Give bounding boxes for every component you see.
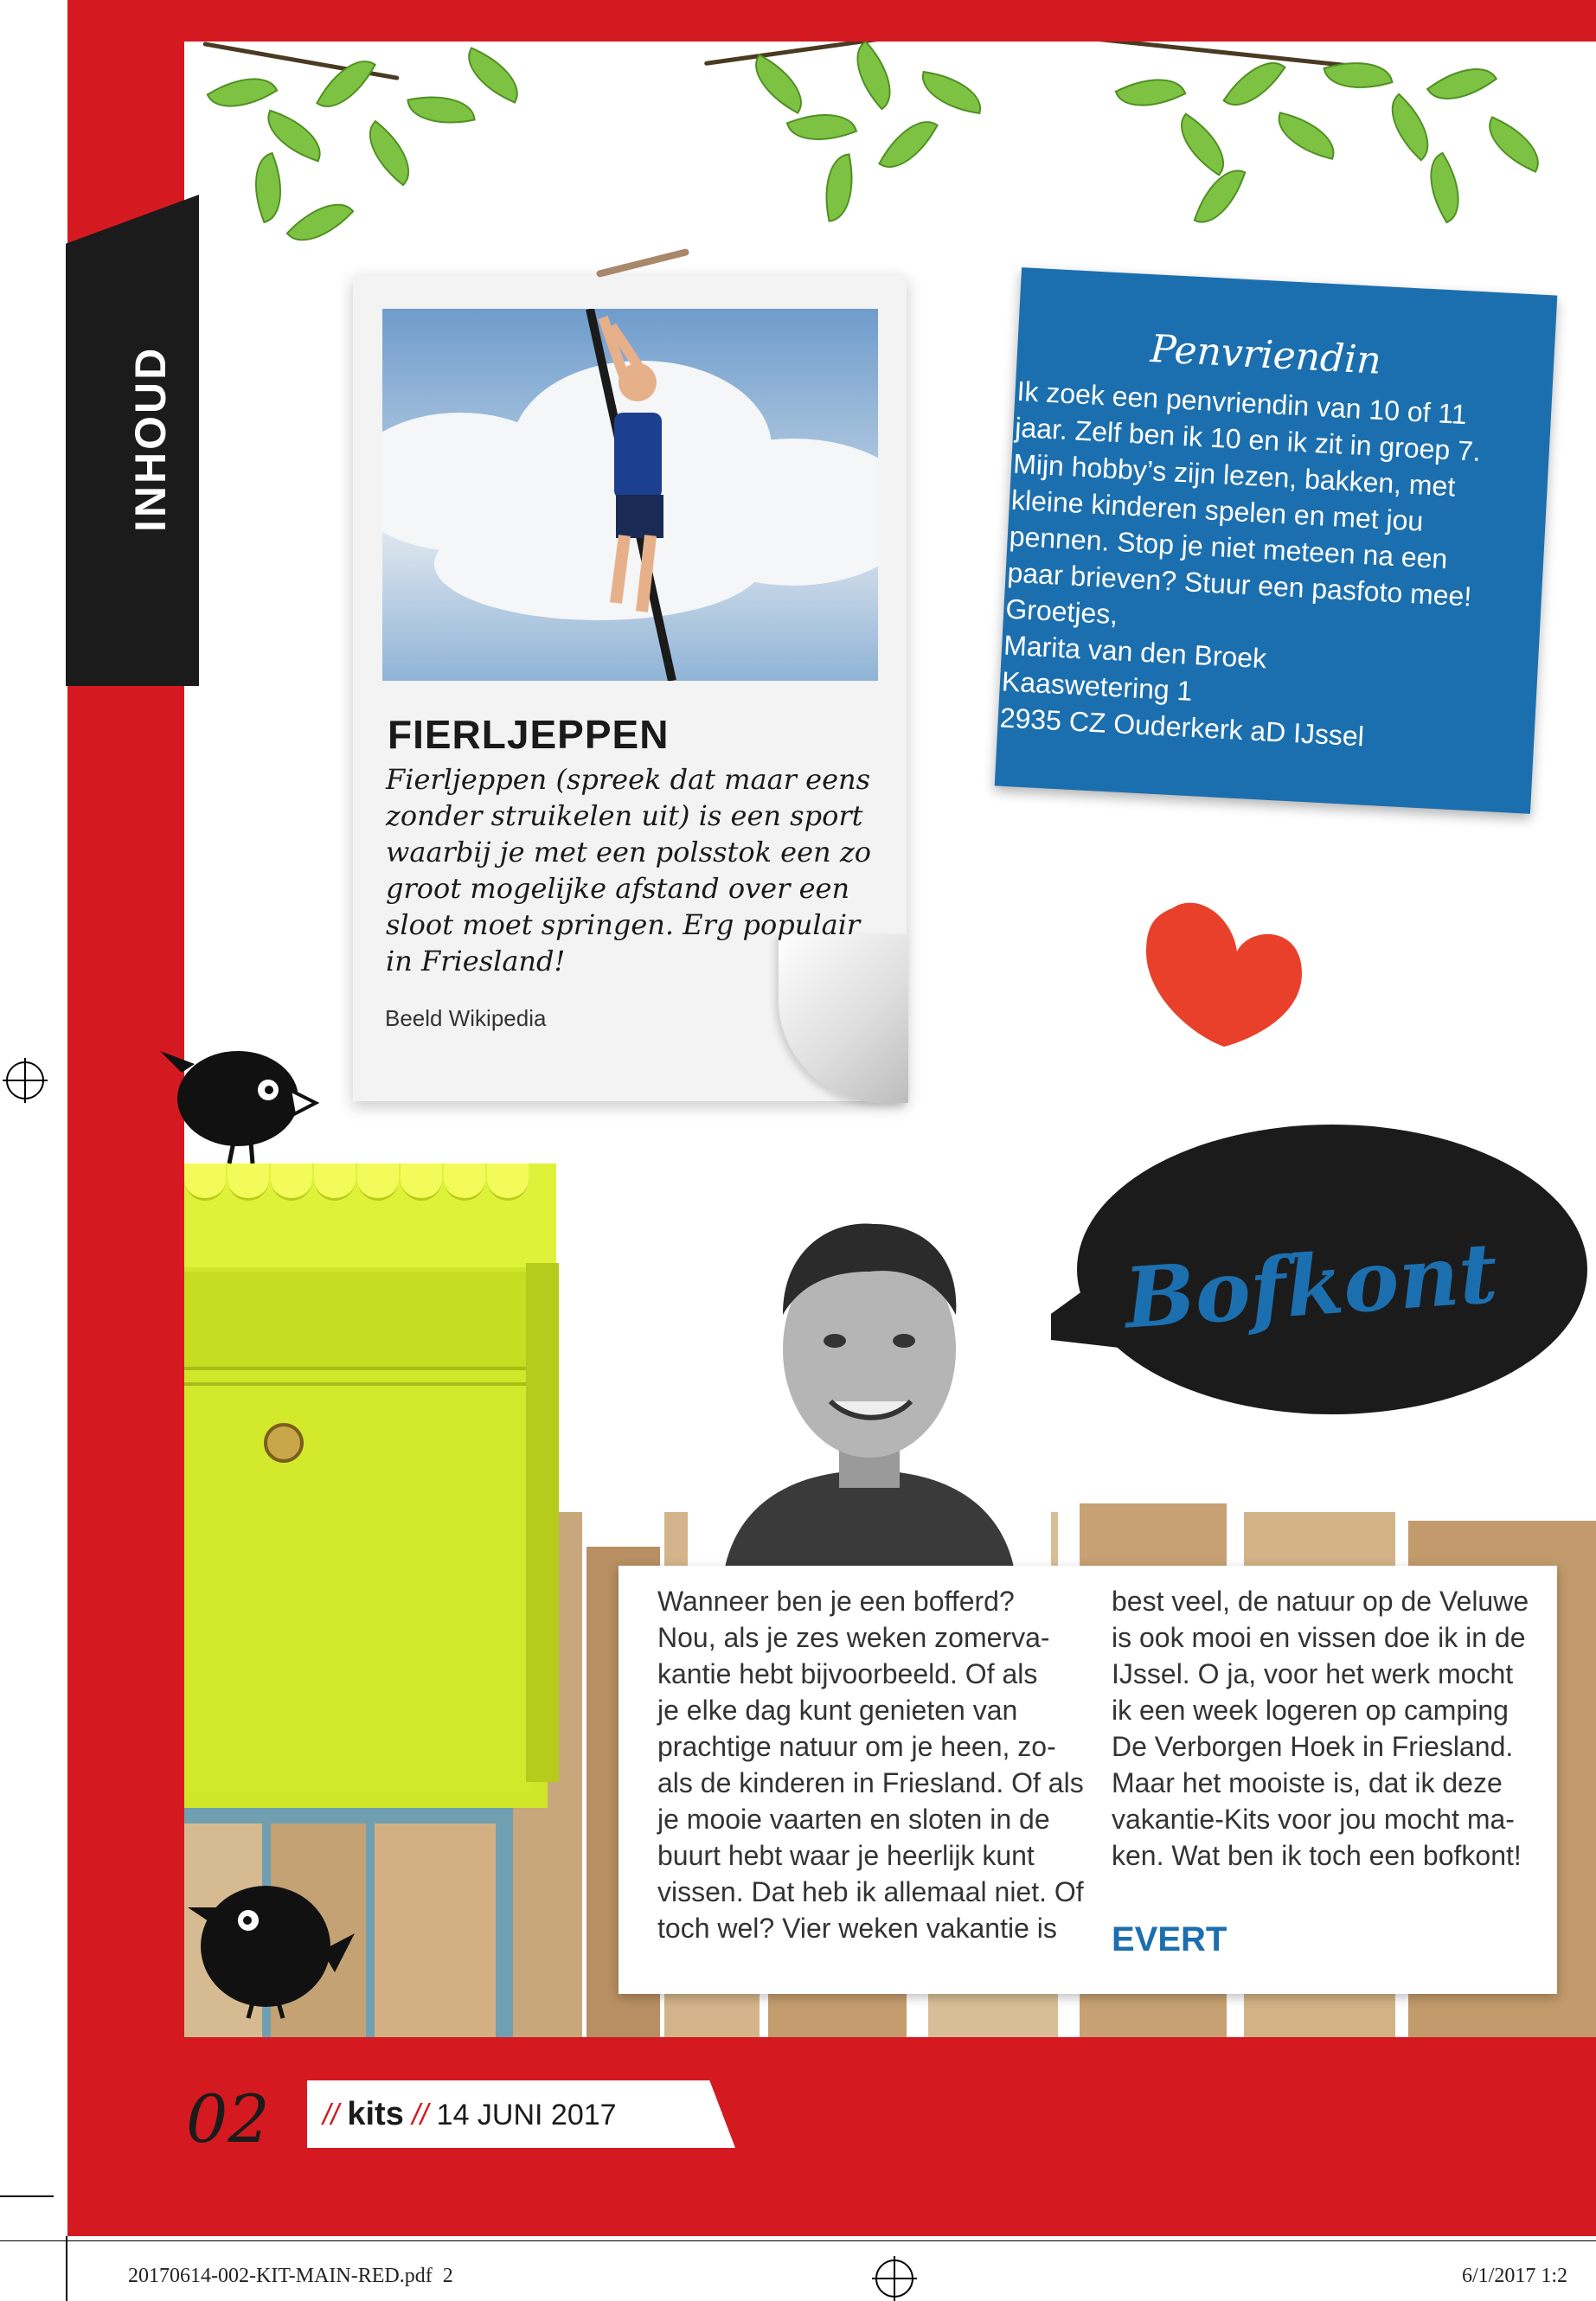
pole-vaulter-figure bbox=[382, 309, 878, 681]
footer-slash: // bbox=[323, 2099, 339, 2131]
page-number: 02 bbox=[186, 2080, 270, 2157]
leaf bbox=[1167, 112, 1238, 176]
scallop bbox=[271, 1163, 312, 1201]
leaf bbox=[1375, 93, 1444, 161]
mailbox-scallop-edge bbox=[184, 1163, 556, 1207]
branch bbox=[704, 42, 927, 66]
print-page-number: 2 bbox=[442, 2265, 453, 2287]
fierljeppen-text: Fierljeppen (spreek dat maar eens zonder struikelen uit) is een sport waarbij je met een polsstok een zo groot mogelijke afstand over een sloot moet springen. Erg populair in Friesland! bbox=[386, 763, 871, 977]
footer-text bbox=[323, 2096, 617, 2133]
bofkont-article bbox=[619, 1566, 1557, 1994]
section-tab-label: INHOUD bbox=[126, 345, 175, 532]
print-rule bbox=[0, 2240, 1596, 2241]
registration-mark-icon bbox=[875, 2259, 913, 2298]
scallop bbox=[487, 1163, 529, 1201]
leaf bbox=[917, 71, 985, 114]
leaf bbox=[1114, 64, 1186, 121]
footer-brand: kits bbox=[347, 2096, 404, 2132]
penvriendin-content bbox=[999, 320, 1513, 761]
branch bbox=[1093, 42, 1352, 68]
scallop bbox=[228, 1163, 269, 1201]
scallop bbox=[314, 1163, 356, 1201]
leaf bbox=[407, 88, 475, 131]
print-filename bbox=[128, 2265, 453, 2288]
leaf bbox=[841, 42, 907, 111]
wood-plank bbox=[375, 1823, 496, 2037]
mailbox-slot bbox=[184, 1272, 530, 1370]
crop-mark bbox=[0, 2195, 54, 2197]
print-filename-text: 20170614-002-KIT-MAIN-RED.pdf bbox=[128, 2265, 433, 2287]
leaf bbox=[285, 188, 354, 256]
article-column-right: best veel, de natuur op de Veluwe is ook mooi en vissen doe ik in de IJssel. O ja, voor het werk mocht ik een week logeren op camping De Verborgen Hoek in Friesland. Maar het mooiste is, dat ik deze vakantie-Kits voor jou mocht ma- ken. Wat ben ik toch een bofkont! bbox=[1112, 1586, 1529, 1871]
scallop bbox=[357, 1163, 399, 1201]
print-datetime: 6/1/2017 1:2 bbox=[1462, 2265, 1568, 2287]
leaf bbox=[241, 152, 294, 224]
leaf bbox=[1477, 116, 1549, 173]
heart-icon bbox=[1138, 891, 1311, 1051]
scallop bbox=[444, 1163, 485, 1201]
leaf bbox=[878, 108, 939, 180]
article-column-left: Wanneer ben je een bofferd? Nou, als je zes weken zomerva- kantie hebt bijvoorbeeld. Of als je elke dag kunt genieten van prachtige natuur om je heen, zo- als de kinderen in Friesland. Of als je mooie vaarten en sloten in de buurt hebt waar je heerlijk kunt vissen. Dat heb ik allemaal niet. Of toch wel? Vier weken vakantie is bbox=[657, 1586, 1084, 1944]
penvriendin-title: Penvriendin bbox=[1149, 326, 1382, 383]
scallop bbox=[401, 1163, 442, 1201]
penvriendin-body: Ik zoek een penvriendin van 10 of 11 jaar. Zelf ben ik 10 en ik zit in groep 7. Mijn hobby’s zijn lezen, bakken, met kleine kinderen spelen en met jou pennen. Stop je niet meteen na een paar brieven? Stuur een pasfoto mee! Groetjes, Marita van den Broek Kaaswetering 1 2935 CZ Ouderkerk aD IJssel bbox=[998, 375, 1482, 753]
crop-mark bbox=[66, 2236, 67, 2301]
mailbox-side bbox=[526, 1263, 559, 1782]
leaf bbox=[817, 153, 861, 221]
leaf bbox=[742, 54, 814, 114]
leaf bbox=[1323, 51, 1393, 99]
leaf bbox=[1271, 112, 1341, 160]
leaf bbox=[1414, 151, 1475, 223]
registration-mark-icon bbox=[6, 1061, 44, 1099]
author-portrait bbox=[688, 1185, 1051, 1583]
leaf bbox=[316, 48, 376, 119]
bird-top-icon bbox=[156, 1038, 320, 1168]
author-signature: EVERT bbox=[1112, 1920, 1227, 1958]
footer-slash: // bbox=[412, 2099, 429, 2131]
footer-date: 14 JUNI 2017 bbox=[436, 2099, 617, 2131]
fierljeppen-photo bbox=[382, 309, 878, 681]
lock-icon bbox=[264, 1423, 304, 1463]
author-photo bbox=[688, 1185, 1051, 1583]
leaf bbox=[354, 120, 424, 187]
bofkont-heading: Bofkont bbox=[1121, 1223, 1501, 1348]
fierljeppen-title: FIERLJEPPEN bbox=[388, 712, 670, 757]
mailbox-door bbox=[184, 1382, 530, 1792]
photo-credit: Beeld Wikipedia bbox=[385, 1005, 547, 1031]
leaf bbox=[457, 47, 529, 104]
leaf bbox=[1426, 52, 1497, 116]
bird-bottom-icon bbox=[183, 1873, 356, 2020]
scallop bbox=[184, 1163, 226, 1201]
